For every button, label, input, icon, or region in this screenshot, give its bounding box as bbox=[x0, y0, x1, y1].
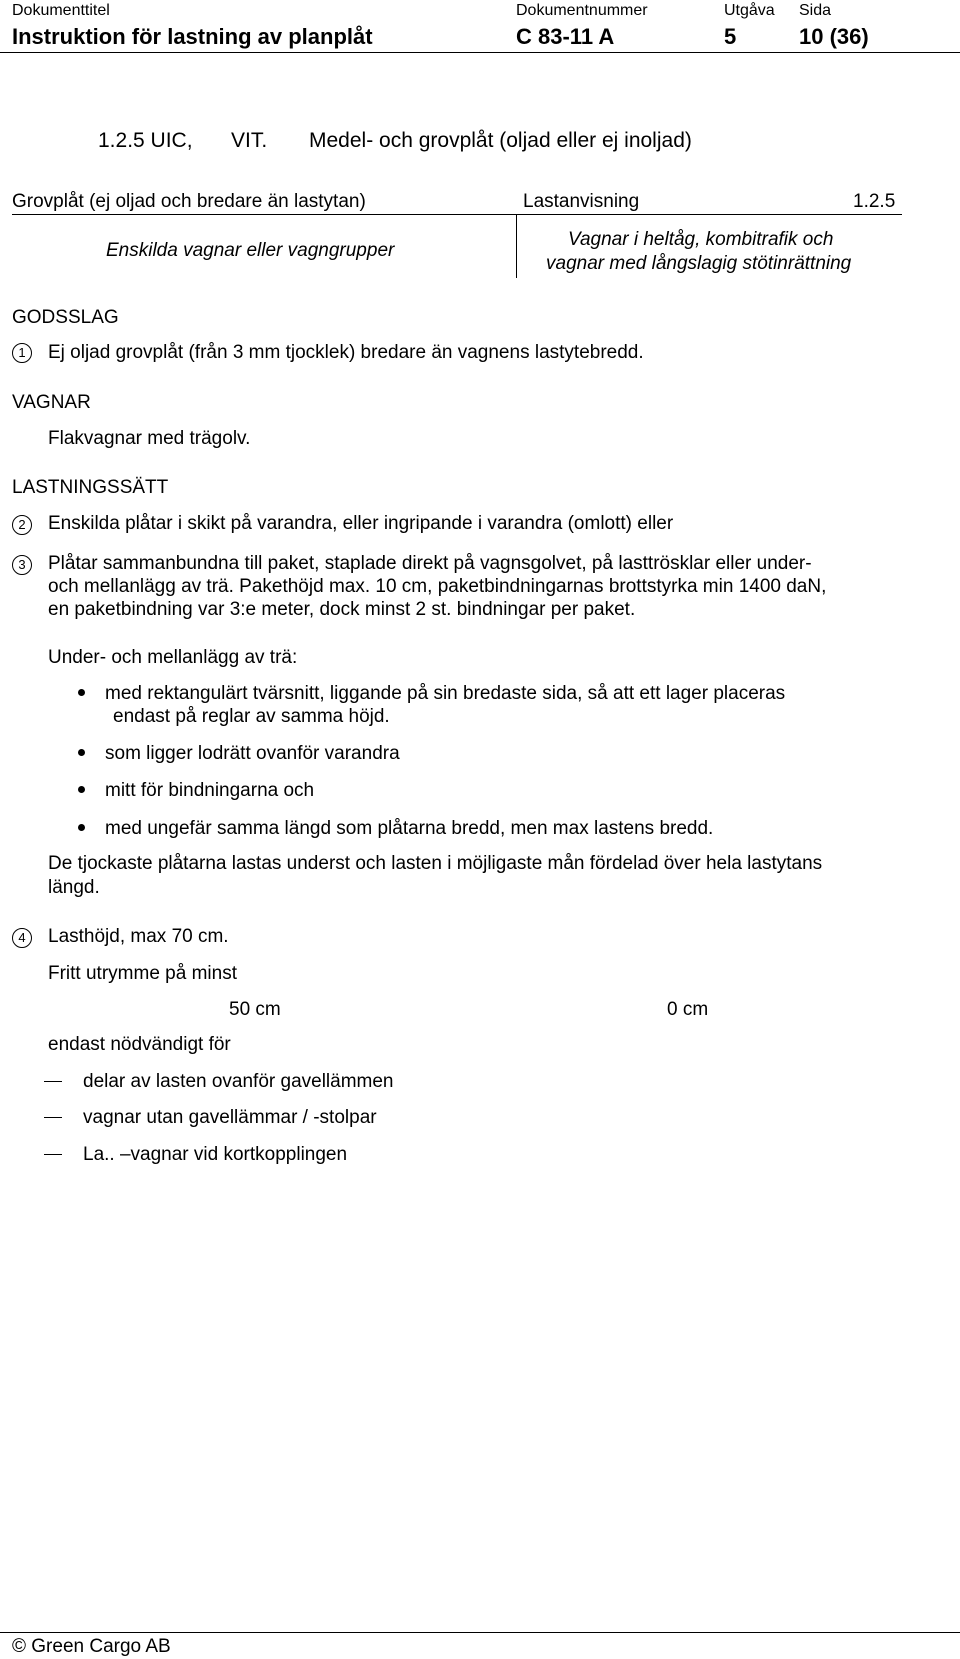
column-right-label-2: vagnar med långslagig stötinrättning bbox=[546, 253, 852, 274]
marker-1: 1 bbox=[12, 343, 32, 363]
bullet-dot bbox=[78, 749, 85, 756]
marker-3: 3 bbox=[12, 555, 32, 575]
section-number: 1.2.5 UIC, bbox=[98, 129, 193, 152]
subheading-left: Grovplåt (ej oljad och bredare än lastytan) bbox=[12, 191, 366, 212]
page-label: Sida bbox=[799, 2, 832, 19]
vagnar-text: Flakvagnar med trägolv. bbox=[48, 428, 251, 449]
marker-2: 2 bbox=[12, 515, 32, 535]
document-number: C 83-11 A bbox=[516, 24, 615, 49]
item3-line-3: en paketbindning var 3:e meter, dock minst 2 st. bindningar per paket. bbox=[48, 599, 636, 620]
dash-marker bbox=[44, 1117, 62, 1118]
section-title: Medel- och grovplåt (oljad eller ej inoljad) bbox=[309, 129, 692, 152]
bullet-item-1: med rektangulärt tvärsnitt, liggande på sin bredaste sida, så att ett lager placeras bbox=[105, 683, 786, 704]
dash-marker bbox=[44, 1081, 62, 1082]
footer-divider bbox=[0, 1632, 960, 1633]
page-number: 10 (36) bbox=[799, 24, 869, 49]
dash-item-1: delar av lasten ovanför gavellämmen bbox=[83, 1071, 394, 1092]
bullet-dot bbox=[78, 824, 85, 831]
item3-line-1: Plåtar sammanbundna till paket, staplade direkt på vagnsgolvet, på lasttrösklar eller under- bbox=[48, 553, 812, 574]
bullet-dot bbox=[78, 786, 85, 793]
subheading-divider bbox=[12, 214, 902, 215]
bullet-item-1-cont: endast på reglar av samma höjd. bbox=[113, 706, 390, 727]
column-right-label-1: Vagnar i heltåg, kombitrafik och bbox=[568, 229, 834, 250]
item4-text: Lasthöjd, max 70 cm. bbox=[48, 926, 229, 947]
bullet-item-4: med ungefär samma längd som plåtarna bredd, men max lastens bredd. bbox=[105, 818, 714, 839]
bullet-item-2: som ligger lodrätt ovanför varandra bbox=[105, 743, 400, 764]
wood-intro: Under- och mellanlägg av trä: bbox=[48, 647, 298, 668]
dash-item-2: vagnar utan gavellämmar / -stolpar bbox=[83, 1107, 377, 1128]
footer-copyright: © Green Cargo AB bbox=[12, 1636, 171, 1657]
issue-number: 5 bbox=[724, 24, 737, 49]
bullet-item-3: mitt för bindningarna och bbox=[105, 780, 315, 801]
header-divider bbox=[0, 52, 960, 53]
dash-item-3: La.. –vagnar vid kortkopplingen bbox=[83, 1144, 348, 1165]
column-left-label: Enskilda vagnar eller vagngrupper bbox=[106, 240, 395, 261]
subheading-middle: Lastanvisning bbox=[523, 191, 640, 212]
title-label: Dokumenttitel bbox=[12, 2, 110, 19]
vagnar-heading: VAGNAR bbox=[12, 392, 91, 413]
section-vit: VIT. bbox=[231, 129, 268, 152]
thick-plates-line-1: De tjockaste plåtarna lastas underst och lasten i möjligaste mån fördelad över hela lastytans bbox=[48, 853, 823, 874]
godsslag-heading: GODSSLAG bbox=[12, 307, 119, 328]
subheading-right: 1.2.5 bbox=[853, 191, 896, 212]
item2-text: Enskilda plåtar i skikt på varandra, eller ingripande i varandra (omlott) eller bbox=[48, 513, 674, 534]
only-needed-text: endast nödvändigt för bbox=[48, 1034, 231, 1055]
bullet-dot bbox=[78, 689, 85, 696]
docnum-label: Dokumentnummer bbox=[516, 2, 648, 19]
free-space-left-value: 50 cm bbox=[229, 999, 281, 1020]
column-divider bbox=[516, 214, 517, 278]
document-title: Instruktion för lastning av planplåt bbox=[12, 24, 373, 49]
item3-line-2: och mellanlägg av trä. Pakethöjd max. 10 cm, paketbindningarnas brottstyrka min 1400 daN, bbox=[48, 576, 827, 597]
dash-marker bbox=[44, 1154, 62, 1155]
godsslag-text: Ej oljad grovplåt (från 3 mm tjocklek) bredare än vagnens lastytebredd. bbox=[48, 342, 644, 363]
free-space-text: Fritt utrymme på minst bbox=[48, 963, 237, 984]
marker-4: 4 bbox=[12, 928, 32, 948]
issue-label: Utgåva bbox=[724, 2, 775, 19]
lastningssatt-heading: LASTNINGSSÄTT bbox=[12, 477, 169, 498]
free-space-right-value: 0 cm bbox=[667, 999, 709, 1020]
thick-plates-line-2: längd. bbox=[48, 877, 100, 898]
